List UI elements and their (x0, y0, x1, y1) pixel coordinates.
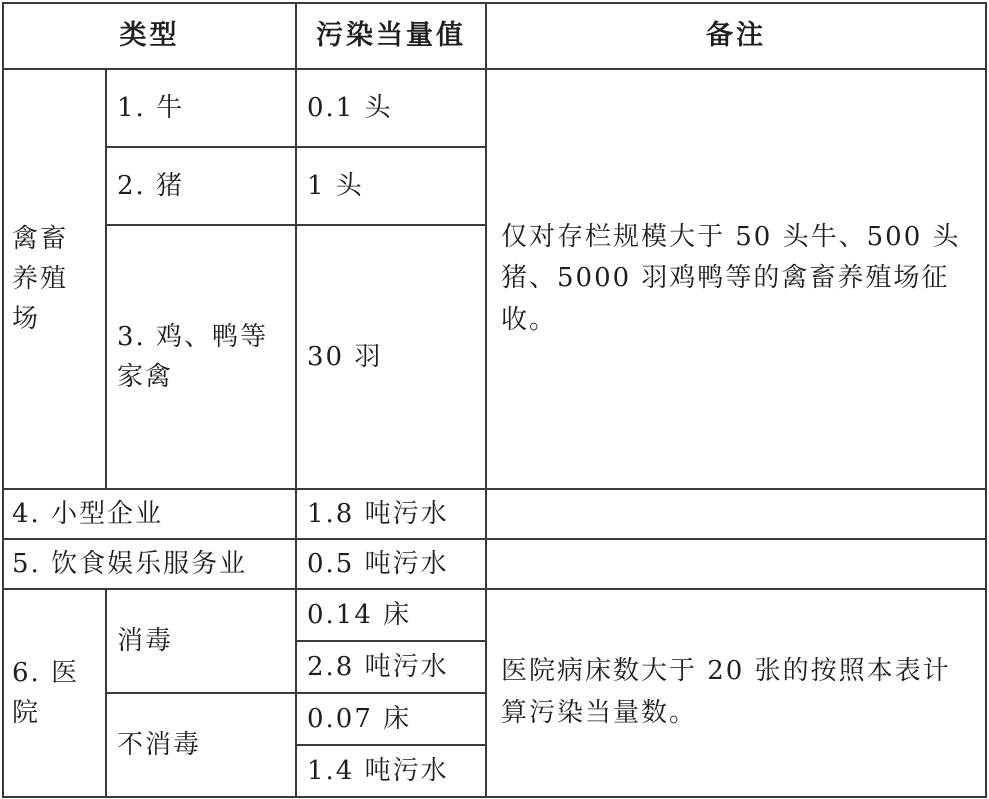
row-label: 4. 小型企业 (3, 489, 296, 539)
row-value: 0.1 头 (296, 69, 486, 147)
row-value: 1.4 吨污水 (296, 745, 486, 797)
header-value: 污染当量值 (296, 3, 486, 69)
pollution-equivalent-table (2, 2, 987, 798)
remark-hospital: 医院病床数大于 20 张的按照本表计算污染当量数。 (486, 589, 986, 797)
header-type: 类型 (3, 3, 296, 69)
row-label: 消毒 (106, 589, 296, 693)
row-remark (486, 539, 986, 589)
row-label: 2. 猪 (106, 147, 296, 225)
header-remark: 备注 (486, 3, 986, 69)
row-label: 1. 牛 (106, 69, 296, 147)
row-value: 0.5 吨污水 (296, 539, 486, 589)
category-hospital: 6. 医院 (3, 589, 106, 797)
row-label: 5. 饮食娱乐服务业 (3, 539, 296, 589)
row-value: 1 头 (296, 147, 486, 225)
header-row (3, 3, 986, 69)
remark-livestock: 仅对存栏规模大于 50 头牛、500 头猪、5000 羽鸡鸭等的禽畜养殖场征收。 (486, 69, 986, 489)
row-label: 不消毒 (106, 693, 296, 797)
row-label: 3. 鸡、鸭等家禽 (106, 225, 296, 489)
table-row (3, 539, 986, 589)
row-remark (486, 489, 986, 539)
table-row (3, 589, 986, 641)
category-livestock: 禽畜养殖场 (3, 69, 106, 489)
row-value: 1.8 吨污水 (296, 489, 486, 539)
row-value: 30 羽 (296, 225, 486, 489)
row-value: 0.07 床 (296, 693, 486, 745)
row-value: 2.8 吨污水 (296, 641, 486, 693)
table-row (3, 69, 986, 147)
row-value: 0.14 床 (296, 589, 486, 641)
table-row (3, 489, 986, 539)
